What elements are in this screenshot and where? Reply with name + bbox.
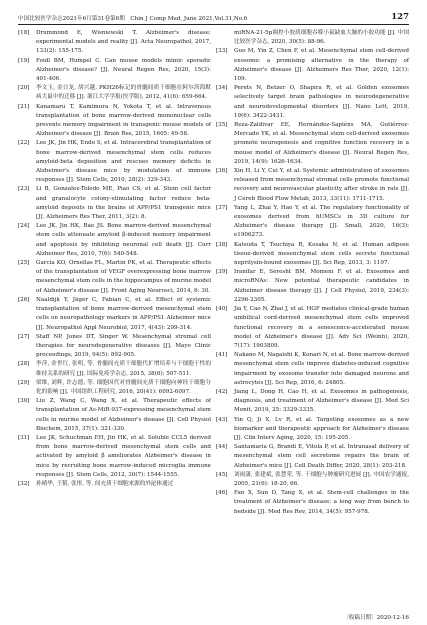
reference-text: Lee JK, Schuchman EH, Jin HK, et al. Soluble CCL5 derived from bone marrow-derived mesenchymal stem cells and activated by amyloid β ameliorates Alzheimer's disease in mice by recruiting bone marrow-induced microglia immune responses [J]. Stem Cells, 2012, 30(7): 1544-1555. <box>36 434 211 478</box>
reference-number: [18] <box>18 30 30 36</box>
reference-entry <box>18 296 211 333</box>
reference-entry <box>18 222 211 259</box>
reference-text: Jiang L, Dong H, Cao H, et al. Exosomes in pathogenesis, diagnosis, and treatment of Alzheimer's disease [J]. Med Sci Monit, 2019, 25: 3329-3335. <box>234 388 409 414</box>
reference-entry <box>216 443 409 471</box>
reference-number: [41] <box>216 352 228 359</box>
reference-entry <box>216 388 409 416</box>
running-header <box>18 10 409 25</box>
reference-number: [43] <box>216 416 228 423</box>
reference-number: [35] <box>216 122 228 129</box>
reference-entry <box>216 416 409 444</box>
reference-entry <box>216 167 409 204</box>
reference-text: Lee JK, Jin HK, Endo S, et al. Intracerebral transplantation of bone marrow-derived mesenchymal stem cells reduces amyloid-beta deposition and rescues memory deficits in Alzheimer's disease mice by modulation of immune responses [J]. Stem Cells, 2010, 28(2): 329-343. <box>36 140 211 184</box>
reference-number: [34] <box>216 85 228 92</box>
reference-entry <box>216 268 409 305</box>
reference-entry <box>18 360 211 378</box>
reference-entry <box>216 489 409 517</box>
reference-text: Foidl BM, Humpel C. Can mouse models mimic sporadic Alzheimer's disease? [J]. Neural Regen Res, 2020, 15(3): 401-406. <box>36 57 211 83</box>
reference-text: Yin Q, Ji X, Lv R, et al. Targeting exosomes as a new biomarker and therapeutic approach for Alzheimer's disease [J]. Clin Interv Aging, 2020, 15: 195-205. <box>234 416 409 441</box>
reference-number: [31] <box>18 434 30 441</box>
reference-entry <box>18 103 211 140</box>
reference-entry <box>216 241 409 269</box>
reference-number: [24] <box>18 223 30 230</box>
references-right-column <box>216 29 409 517</box>
reference-number: [27] <box>18 333 30 340</box>
received-date: 〔收稿日期〕2020-12-16 <box>343 615 409 621</box>
reference-entry <box>18 333 211 361</box>
reference-number: [42] <box>216 388 228 395</box>
reference-number: [40] <box>216 306 228 313</box>
reference-text: Liu Z, Wang C, Wang X, et al. Therapeutic effects of transplantation of As-MiR-937-expressing mesenchymal stem cells in murine model of Alzheimer's disease [J]. Cell Physiol Biochem, 2015, 37(1): 321-330. <box>36 398 211 432</box>
reference-text: 刘雨潇, 张建斌, 张慧荣, 等. 干细胞与肿瘤研究进展 [J]. 中国农学通报, 2005, 21(6): 18-20, 66. <box>234 471 409 487</box>
reference-entry <box>216 305 409 351</box>
reference-number: [32] <box>18 480 30 487</box>
reference-text: Lee JK, Jin HK, Bae JS. Bone marrow-derived mesenchymal stem cells attenuate amyloid β-induced memory impairment and apoptosis by inhibiting neuronal cell death [J]. Curr Alzheimer Res, 2010, 7(6): 540-548. <box>36 223 211 257</box>
reference-text: Iranifar E, Seresht BM, Momeni F, et al. Exosomes and microRNAs: New potential therapeutic candidates in Alzheimer disease therapy [J]. J Cell Physiol, 2019, 234(3): 2296-2305. <box>234 269 409 303</box>
reference-text: Li B, Gonzalez-Toledo ME, Piao CS, et al. Stem cell factor and granulocyte colony-stimulating factor reduce beta-amyloid deposits in the brains of APP/PS1 transgenic mice [J]. Alzheimers Res Ther, 2011, 3(2): 8. <box>36 186 211 221</box>
reference-number: [33] <box>216 48 228 55</box>
reference-number: [28] <box>18 361 30 368</box>
reference-number: [44] <box>216 444 228 451</box>
reference-text: Perets N, Betzer O, Shapira R, et al. Golden exosomes selectively target brain pathologies in neurodegenerative and neurodevelopmental disorders [J]. Nano Lett, 2019, 19(6): 3422-3431. <box>234 85 409 119</box>
reference-entry <box>216 84 409 121</box>
reference-text: 李文玉, 金日龙, 胡兴越. PKH26标记的骨髓间质干细胞在阿尔茨海默病大鼠中的迁移 [J]. 浙江大学学报(医学版), 2012, 41(6): 659-664. <box>36 85 211 101</box>
reference-number: [30] <box>18 398 30 405</box>
reference-entry <box>18 480 211 489</box>
reference-number: [23] <box>18 186 30 193</box>
reference-number: [26] <box>18 296 30 303</box>
reference-entry <box>18 434 211 480</box>
reference-entry <box>216 351 409 388</box>
reference-number: [19] <box>18 57 30 64</box>
reference-entry <box>18 29 211 57</box>
reference-entry <box>18 379 211 397</box>
reference-number: [22] <box>18 140 30 147</box>
reference-number: [29] <box>18 379 30 386</box>
reference-number: [38] <box>216 241 228 248</box>
reference-number: [36] <box>216 168 228 175</box>
reference-text: Xin H, Li Y, Cui Y, et al. Systemic administration of exosomes released from mesenchymal stromal cells promote functional recovery and neurovascular plasticity after stroke in rats [J]. J Cereb Blood Flow Metab, 2013, 33(11): 1711-1715. <box>234 168 409 202</box>
reference-text: Naaldijk Y, Jäger C, Fabian C, et al. Effect of systemic transplantation of bone marrow-derived mesenchymal stem cells on neuropathology markers in APP/PS1 Alzheimer mice [J]. Neuropathol Appl Neurobiol, 2017, 4(43): 299-314. <box>36 296 211 331</box>
reference-text: Drummond E, Wisniewski T. Alzheimer's disease: experimental models and reality [J]. Acta Neuropathol, 2017, 133(2): 155-175. <box>36 30 211 55</box>
reference-entry <box>216 47 409 84</box>
reference-entry <box>18 259 211 296</box>
reference-entry <box>216 204 409 241</box>
reference-text: Santamaria G, Brandi E, Vitola P, et al. Intranasal delivery of mesenchymal stem cell secretome repairs the brain of Alzheimer's mice [J]. Cell Death Differ, 2020, 28(1): 203-218. <box>234 444 409 469</box>
reference-text: 孙晴华, 王韬, 张彤, 等. 间充质干细胞来源的外泌体通过 <box>36 480 174 487</box>
references-left-column <box>18 29 211 517</box>
reference-text: Jia Y, Cao N, Zhai J, et al. HGF mediates clinical-grade human umbilical cord-derived mesenchymal stem cells improved functional recovery in a senescence-accelerated mouse model of Alzheimer's disease [J]. Adv Sci (Weinh), 2020, 7(17): 1903809. <box>234 306 409 349</box>
references-body <box>18 29 409 517</box>
reference-text: 李萍, 金世红, 张明, 等. 骨髓间充质干细胞代扩增培养与干细胞干性的维持关系的研究 [J]. 国际免疫学杂志, 2015, 38(6): 507-511. <box>36 361 211 377</box>
reference-entry <box>216 471 409 489</box>
reference-text: Staff NP, Jones DT, Singer W. Mesenchymal stromal cell therapies for neurodegenerative diseases [J]. Mayo Clinic proceedings, 2019, 94(5): 892-905. <box>36 333 211 359</box>
reference-number: [46] <box>216 490 228 497</box>
reference-entry <box>18 185 211 222</box>
reference-text: Kanamaru T, Kamimura N, Yokota T, et al. Intravenous transplantation of bone marrow-derived mononuclear cells prevents memory impairment in transgenic mouse models of Alzheimer's disease [J]. Brain Res, 2015, 1605: 49-58. <box>36 103 211 138</box>
reference-entry <box>216 29 409 47</box>
page-number: 127 <box>391 12 409 22</box>
journal-info: 中国比较医学杂志2021年6月第31卷第6期 Chin J Comp Med, June 2021,Vol.31,No.6 <box>18 16 248 22</box>
reference-text: Fan X, Sun D, Tang X, et al. Stem-cell challenges in the treatment of Alzheimer's disease: a long way from bench to bedside [J]. Med Res Rev, 2014, 34(5): 957-978. <box>234 490 409 515</box>
reference-number: [20] <box>18 85 30 92</box>
reference-text: miRNA-21-5p调控小胶质细胞吞噬小鼠缺血大脑的小胶功能 [J]. 中国比较医学杂志, 2020, 30(5): 88-96. <box>234 30 409 46</box>
reference-text: Katsuda T, Tsuchiya R, Kosaka N, et al. Human adipose tissue-derived mesenchymal stem cells secrete functional neprilysin-bound exosomes [J]. Sci Rep, 2013, 3: 1197. <box>234 241 409 267</box>
reference-entry <box>18 139 211 185</box>
reference-number <box>216 29 234 47</box>
reference-entry <box>216 121 409 167</box>
reference-text: Nakano M, Nagaishi K, Konari N, et al. Bone marrow-derived mesenchymal stem cells improve diabetes-induced cognitive impairment by exosome transfer into damaged neurons and astrocytes [J]. Sci Rep, 2016, 6: 24805. <box>234 352 409 386</box>
reference-text: Guo M, Yin Z, Chen F, et al. Mesenchymal stem cell-derived exosome: a promising alternative in the therapy of Alzheimer's disease [J]. Alzheimers Res Ther, 2020, 12(1): 109. <box>234 48 409 83</box>
reference-text: 梁维, 刘辉, 许志德, 等. 细胞因代对骨髓间充质干细胞向神经干细胞分化的影响 [J]. 中国组织工程研究, 2016, 20(41): 6092-6097. <box>36 379 211 395</box>
reference-number: [25] <box>18 260 30 267</box>
reference-number: [45] <box>216 471 228 478</box>
reference-entry <box>18 397 211 434</box>
reference-entry <box>18 84 211 102</box>
reference-number: [37] <box>216 204 228 211</box>
reference-text: Garcia KO, Ornellas FL, Martin PK, et al. Therapeutic effects of the transplantation of VEGF overexpressing bone marrow mesenchymal stem cells in the hippocampus of murine model of Alzheimer's disease [J]. Front Aging Neurosci, 2014, 6: 30. <box>36 260 211 294</box>
reference-text: Reza-Zaldivar EE, Hernández-Sapiéns MA, Gutiérrez-Mercado YK, et al. Mesenchymal stem cell-derived exosomes promote neurogenesis and cognitive function recovery in a mouse model of Alzheimer's disease [J]. Neural Regen Res, 2019, 14(9): 1626-1634. <box>234 122 409 165</box>
reference-text: Yang L, Zhai Y, Hao Y, et al. The regulatory functionality of exosomes derived from hUMSCs in 3D culture for Alzheimer's disease therapy [J]. Small, 2020, 16(3): e1906273. <box>234 204 409 239</box>
reference-number: [21] <box>18 103 30 110</box>
reference-entry <box>18 57 211 85</box>
reference-number: [39] <box>216 269 228 276</box>
